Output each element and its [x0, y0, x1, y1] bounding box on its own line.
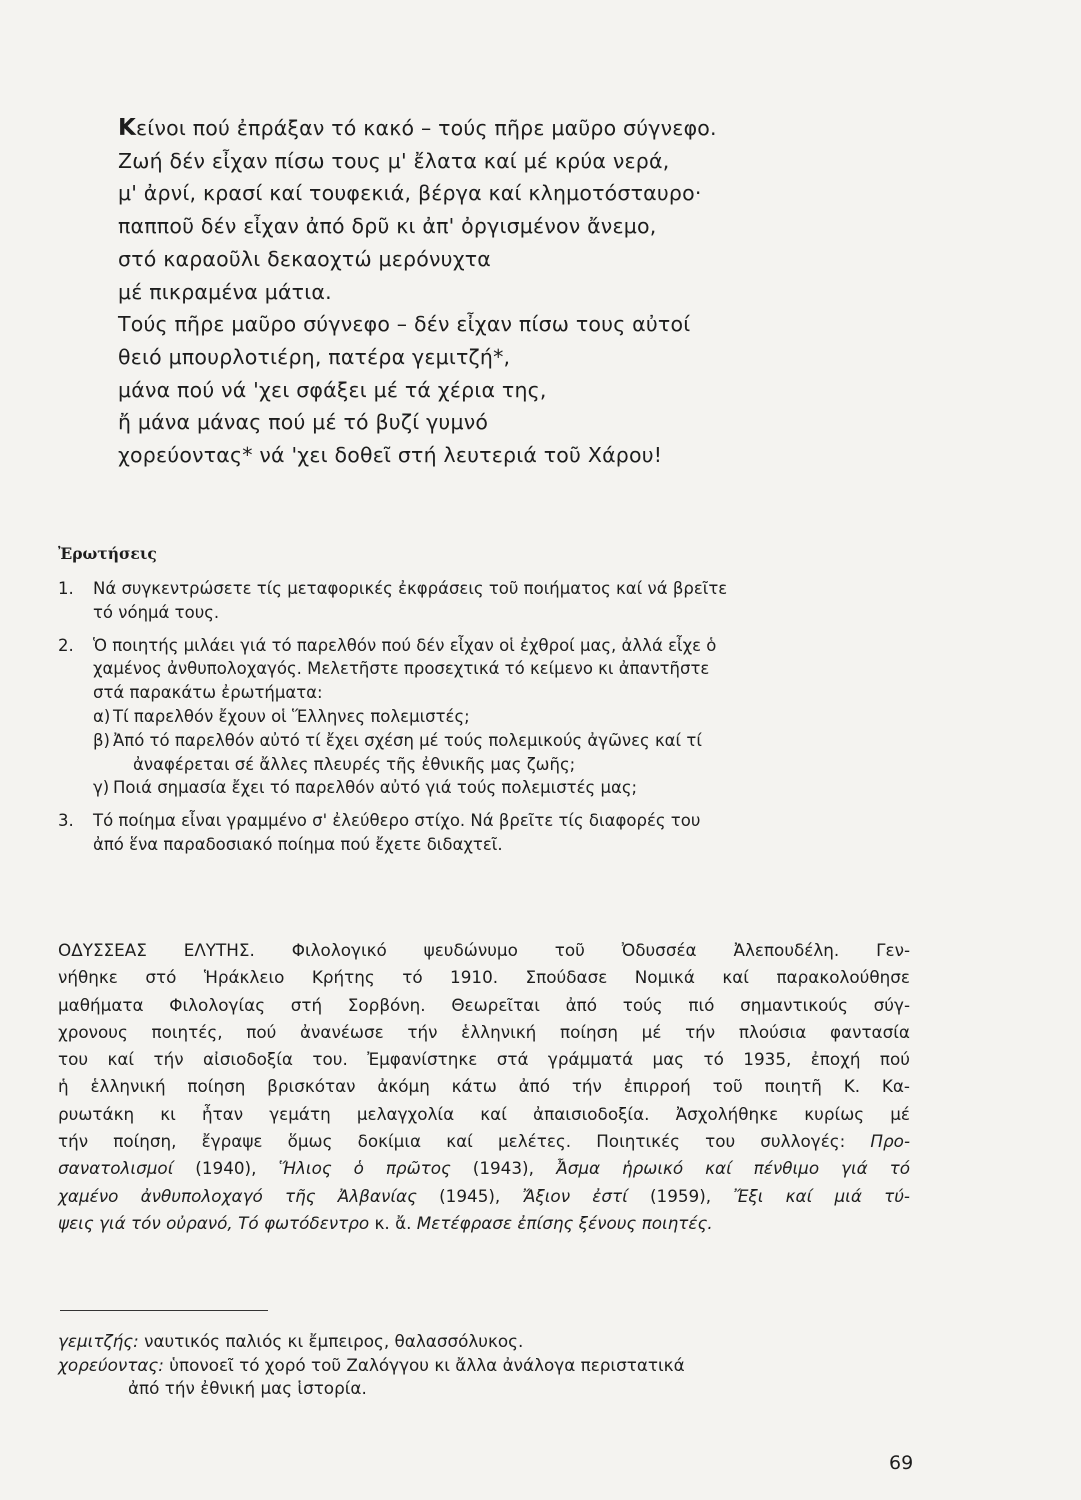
poem-line: Ζωή δέν εἶχαν πίσω τους μ' ἔλατα καί μέ κρύα νερά, — [118, 148, 670, 173]
poem-line: θειό μπουρλοτιέρη, πατέρα γεμιτζή*, — [118, 344, 511, 369]
page-number: 69 — [889, 1452, 914, 1474]
subquestion-a: α) Τί παρελθόν ἔχουν οἱ Ἕλληνες πολεμιστές; — [93, 706, 470, 726]
question-number: 1. — [58, 579, 74, 598]
poem-line: Κείνοι πού ἐπράξαν τό κακό – τούς πῆρε μαῦρο σύγνεφο. — [118, 115, 717, 141]
poem-line: χορεύοντας* νά 'χει δοθεῖ στή λευτεριά τοῦ Χάρου! — [118, 443, 663, 468]
bio-line: του καί τήν αἰσιοδοξία του. Ἐμφανίστηκε στά γράμματά μας τό 1935, ἐποχή πού — [58, 1049, 910, 1070]
footnote-gemitzis: γεμιτζής: ναυτικός παλιός κι ἔμπειρος, θαλασσόλυκος. — [58, 1331, 524, 1351]
question-1: 1. Νά συγκεντρώσετε τίς μεταφορικές ἐκφράσεις τοῦ ποιήματος καί νά βρεῖτε τό νόημά τους. — [58, 579, 728, 622]
question-number: 3. — [58, 811, 74, 831]
questions-section — [58, 544, 918, 866]
bio-line: ψεις γιά τόν οὐρανό, Τό φωτόδεντρο κ. ἄ. Μετέφρασε ἐπίσης ξένους ποιητές. — [58, 1212, 713, 1233]
footnote-horevontas: χορεύοντας: ὑπονοεῖ τό χορό τοῦ Ζαλόγγου κι ἄλλα ἀνάλογα περιστατικά — [58, 1354, 685, 1375]
poem-line: ἤ μάνα μάνας πού μέ τό βυζί γυμνό — [118, 410, 489, 435]
footnote-horevontas-continued: ἀπό τήν ἐθνική μας ἱστορία. — [128, 1378, 367, 1398]
question-number: 2. — [58, 635, 74, 655]
subquestion-b-continued: ἀναφέρεται σέ ἄλλες πλευρές τῆς ἐθνικῆς μας ζωῆς; — [133, 754, 576, 774]
poem-line: μάνα πού νά 'χει σφάξει μέ τά χέρια της, — [118, 377, 547, 402]
question-2: 2. Ὁ ποιητής μιλάει γιά τό παρελθόν πού δέν εἶχαν οἱ ἐχθροί μας, ἀλλά εἶχε ὁ χαμένος ἀνθυπολοχαγός. Μελετῆστε προσεχτικά τό κείμενο κι ἀπαντῆστε στά παρακάτω ἐρωτήματα: α) Τί παρελθόν ἔχουν οἱ Ἕλληνες πολεμιστές; β) Ἀπό τό παρελθόν αὐτό τί ἔχει σχέση μέ τούς πολεμικούς ἀγῶνες καί τί ἀναφέρεται σέ ἄλλες πλευρές τῆς ἐθνικῆς μας ζωῆς; γ) Ποιά σημασία ἔχει τό παρελθόν αὐτό γιά τούς πολεμιστές μας; — [58, 634, 918, 801]
questions-heading: Ἐρωτήσεις — [58, 544, 157, 563]
bio-line: ἡ ἑλληνική ποίηση βρισκόταν ἀκόμη κάτω ἀπό τήν ἐπιρροή τοῦ ποιητῆ Κ. Κα- — [58, 1076, 910, 1097]
poem-initial: Κ — [118, 115, 137, 141]
poem-line: Τούς πῆρε μαῦρο σύγνεφο – δέν εἶχαν πίσω τους αὐτοί — [118, 312, 691, 337]
footnote-divider — [60, 1310, 268, 1311]
subquestion-b: β) Ἀπό τό παρελθόν αὐτό τί ἔχει σχέση μέ τούς πολεμικούς ἀγῶνες καί τί — [93, 730, 702, 750]
poem-line: μ' ἀρνί, κρασί καί τουφεκιά, βέργα καί κλημοτόσταυρο· — [118, 181, 702, 206]
poem — [118, 112, 878, 472]
poem-line: στό καραοῦλι δεκαοχτώ μερόνυχτα — [118, 246, 492, 271]
bio-line: νήθηκε στό Ἡράκλειο Κρήτης τό 1910. Σπούδασε Νομικά καί παρακολούθησε — [58, 967, 910, 988]
bio-line: ΟΔΥΣΣΕΑΣ ΕΛΥΤΗΣ. Φιλολογικό ψευδώνυμο τοῦ Ὀδυσσέα Ἀλεπουδέλη. Γεν- — [58, 940, 910, 960]
subquestion-c: γ) Ποιά σημασία ἔχει τό παρελθόν αὐτό γιά τούς πολεμιστές μας; — [93, 778, 638, 798]
bio-line: χρονους ποιητές, πού ἀνανέωσε τήν ἑλληνική ποίηση μέ τήν πλούσια φαντασία — [58, 1021, 910, 1042]
bio-line: μαθήματα Φιλολογίας στή Σορβόνη. Θεωρεῖται ἀπό τούς πιό σημαντικούς σύγ- — [58, 994, 910, 1015]
bio-line: ρυωτάκη κι ἦταν γεμάτη μελαγχολία καί ἀπαισιοδοξία. Ἀσχολήθηκε κυρίως μέ — [58, 1103, 910, 1124]
bio-line: τήν ποίηση, ἔγραψε ὅμως δοκίμια καί μελέτες. Ποιητικές του συλλογές: Προ- — [58, 1131, 910, 1152]
bio-line: χαμένο ἀνθυπολοχαγό τῆς Ἀλβανίας (1945), Ἄξιον ἐστί (1959), Ἔξι καί μιά τύ- — [58, 1185, 910, 1206]
footnotes — [58, 1330, 918, 1401]
author-biography — [58, 937, 910, 1237]
poem-line: παπποῦ δέν εἶχαν ἀπό δρῦ κι ἀπ' ὀργισμένον ἄνεμο, — [118, 214, 657, 239]
bio-line: σανατολισμοί (1940), Ἥλιος ὁ πρῶτος (1943), Ἆσμα ἡρωικό καί πένθιμο γιά τό — [58, 1158, 910, 1179]
poem-line: μέ πικραμένα μάτια. — [118, 279, 332, 304]
question-3: 3. Τό ποίημα εἶναι γραμμένο σ' ἐλεύθερο στίχο. Νά βρεῖτε τίς διαφορές του ἀπό ἕνα παραδοσιακό ποίημα πού ἔχετε διδαχτεῖ. — [58, 811, 701, 854]
